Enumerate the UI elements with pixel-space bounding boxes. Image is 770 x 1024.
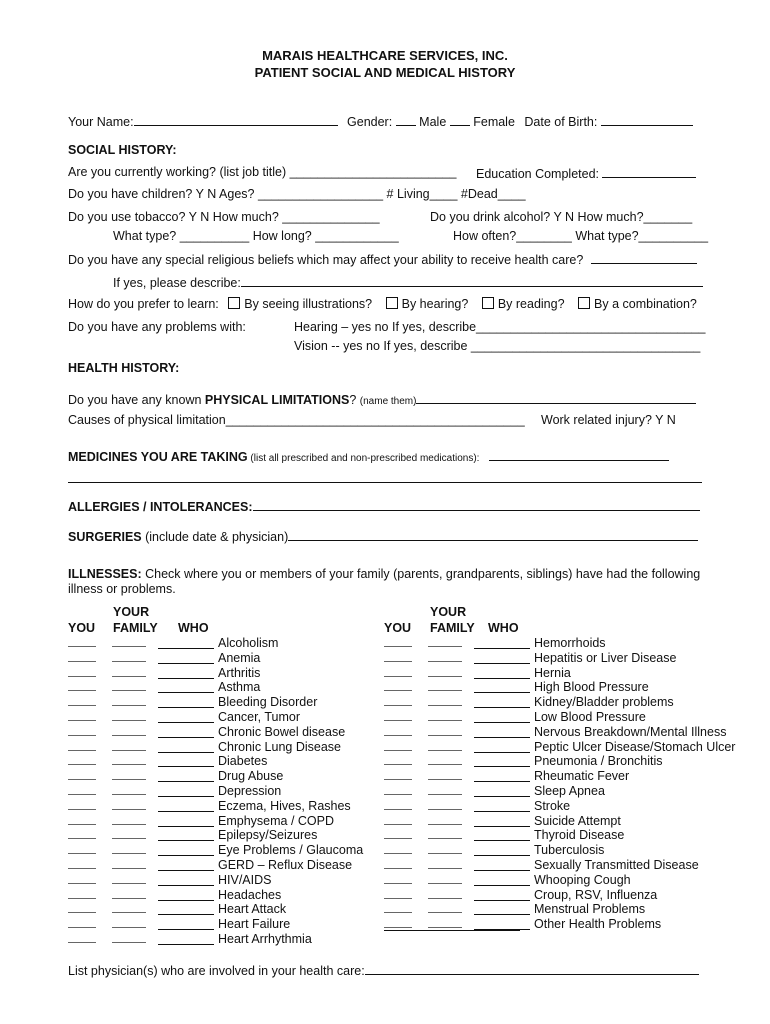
family-check-field[interactable] (428, 695, 462, 706)
illness-name: Nervous Breakdown/Mental Illness (534, 724, 727, 739)
who-field[interactable] (474, 636, 530, 649)
limitations-row (68, 391, 696, 407)
illness-name: Bleeding Disorder (218, 695, 318, 710)
causes-question[interactable]: Causes of physical limitation___________________________________________ (68, 413, 525, 427)
medicines-field[interactable] (489, 448, 669, 461)
illness-name: High Blood Pressure (534, 680, 649, 695)
medicines-row (68, 448, 669, 464)
who-field[interactable] (474, 799, 530, 812)
alcohol-question[interactable]: Do you drink alcohol? Y N How much?_______ (430, 210, 693, 224)
surgeries-label: SURGERIES (68, 530, 142, 544)
learn-label: How do you prefer to learn: (68, 297, 219, 311)
checkbox-icon[interactable] (482, 297, 494, 309)
who-field[interactable] (474, 888, 530, 901)
surgeries-hint: (include date & physician) (141, 530, 289, 544)
name-field[interactable] (134, 113, 338, 126)
you-check-field[interactable] (384, 858, 412, 869)
male-field[interactable] (396, 113, 416, 126)
illness-name: Hernia (534, 665, 571, 680)
describe-label: If yes, please describe: (113, 276, 241, 290)
religious-row (68, 251, 697, 267)
you-check-field[interactable] (384, 828, 412, 839)
describe-row (113, 274, 703, 290)
illness-name: Chronic Lung Disease (218, 739, 341, 754)
gender-label: Gender: (347, 115, 393, 129)
learn-option-combination[interactable]: By a combination? (578, 297, 697, 311)
you-check-field[interactable] (384, 754, 412, 765)
family-check-field[interactable] (428, 651, 462, 662)
illness-name: Arthritis (218, 665, 261, 680)
who-field[interactable] (474, 843, 530, 856)
who-field[interactable] (158, 888, 214, 901)
who-field[interactable] (474, 725, 530, 738)
family-check-field[interactable] (112, 651, 146, 662)
illness-name: Stroke (534, 798, 571, 813)
education-label: Education Completed: (476, 167, 599, 181)
family-check-field[interactable] (112, 754, 146, 765)
who-field[interactable] (158, 754, 214, 767)
problems-label: Do you have any problems with: (68, 320, 246, 334)
you-check-field[interactable] (68, 680, 96, 691)
family-check-field[interactable] (428, 784, 462, 795)
family-check-field[interactable] (428, 814, 462, 825)
family-check-field[interactable] (112, 769, 146, 780)
who-field[interactable] (474, 666, 530, 679)
who-field[interactable] (158, 740, 214, 753)
male-label: Male (419, 115, 447, 129)
dob-label: Date of Birth: (524, 115, 598, 129)
you-check-field[interactable] (384, 799, 412, 810)
illness-name: GERD – Reflux Disease (218, 858, 353, 872)
surgeries-field[interactable] (288, 528, 698, 541)
family-check-field[interactable] (428, 680, 462, 691)
right-col-who: WHO (488, 621, 519, 635)
right-col-you: YOU (384, 621, 412, 635)
who-field[interactable] (158, 843, 214, 856)
you-check-field[interactable] (384, 636, 412, 647)
you-check-field[interactable] (68, 799, 96, 810)
family-check-field[interactable] (428, 710, 462, 721)
family-check-field[interactable] (112, 858, 146, 869)
who-field[interactable] (474, 680, 530, 693)
limitations-small: (name them) (359, 396, 417, 407)
illness-name: Suicide Attempt (534, 813, 621, 828)
illness-name: Drug Abuse (218, 769, 284, 784)
right-col-your: YOUR (430, 605, 467, 619)
illness-name: Menstrual Problems (534, 902, 646, 917)
family-check-field[interactable] (428, 725, 462, 736)
who-field[interactable] (158, 725, 214, 738)
who-field[interactable] (474, 784, 530, 797)
alcohol-often[interactable]: How often?________ What type?__________ (453, 229, 709, 243)
education-row (476, 165, 696, 181)
family-check-field[interactable] (428, 740, 462, 751)
who-field[interactable] (158, 769, 214, 782)
illness-name: Peptic Ulcer Disease/Stomach Ulcer (534, 739, 736, 754)
left-col-family: FAMILY (113, 621, 158, 635)
checkbox-icon[interactable] (578, 297, 590, 309)
learn-option-hearing[interactable]: By hearing? (386, 297, 469, 311)
you-check-field[interactable] (68, 740, 96, 751)
who-field[interactable] (474, 754, 530, 767)
you-check-field[interactable] (384, 769, 412, 780)
you-check-field[interactable] (68, 858, 96, 869)
left-col-your: YOUR (113, 605, 150, 619)
who-field[interactable] (158, 784, 214, 797)
name-label: Your Name: (68, 115, 134, 129)
describe-field[interactable] (241, 274, 703, 287)
illness-name: Anemia (218, 650, 261, 665)
illness-name: HIV/AIDS (218, 872, 272, 887)
education-field[interactable] (602, 165, 696, 178)
allergies-label: ALLERGIES / INTOLERANCES: (68, 500, 253, 514)
you-check-field[interactable] (68, 873, 96, 884)
who-field[interactable] (158, 902, 214, 915)
who-field[interactable] (158, 636, 214, 649)
tobacco-question[interactable]: Do you use tobacco? Y N How much? ______________ (68, 210, 380, 224)
you-check-field[interactable] (68, 843, 96, 854)
illnesses-heading: ILLNESSES: (68, 567, 142, 581)
working-question[interactable]: Are you currently working? (list job title) ________________________ (68, 165, 457, 179)
illness-name: Heart Attack (218, 902, 287, 917)
you-check-field[interactable] (68, 917, 96, 928)
you-check-field[interactable] (384, 680, 412, 691)
illness-name: Heart Failure (218, 917, 291, 932)
family-check-field[interactable] (428, 754, 462, 765)
who-field[interactable] (158, 858, 214, 871)
illness-name: Cancer, Tumor (218, 710, 300, 724)
you-check-field[interactable] (68, 725, 96, 736)
identity-row (68, 113, 693, 129)
family-check-field[interactable] (112, 784, 146, 795)
family-check-field[interactable] (428, 769, 462, 780)
other-problems-field[interactable] (384, 918, 520, 931)
who-field[interactable] (474, 902, 530, 915)
limitations-bold: PHYSICAL LIMITATIONS (204, 393, 350, 407)
family-check-field[interactable] (112, 695, 146, 706)
you-check-field[interactable] (68, 888, 96, 899)
illness-name: Eczema, Hives, Rashes (218, 798, 351, 813)
children-question[interactable]: Do you have children? Y N Ages? __________________ # Living____ #Dead____ (68, 187, 526, 201)
family-check-field[interactable] (428, 843, 462, 854)
you-check-field[interactable] (68, 636, 96, 647)
illness-name: Croup, RSV, Influenza (534, 887, 658, 902)
allergies-field[interactable] (253, 498, 700, 511)
right-col-family: FAMILY (430, 621, 475, 635)
who-field[interactable] (474, 769, 530, 782)
illness-name: Eye Problems / Glaucoma (218, 843, 364, 858)
you-check-field[interactable] (384, 902, 412, 913)
who-field[interactable] (474, 858, 530, 871)
family-check-field[interactable] (428, 888, 462, 899)
left-col-who: WHO (178, 621, 209, 635)
medicines-hint: (list all prescribed and non-prescribed medications): (247, 453, 480, 464)
you-check-field[interactable] (68, 828, 96, 839)
left-col-you: YOU (68, 621, 96, 635)
illness-name: Low Blood Pressure (534, 710, 646, 724)
who-field[interactable] (474, 651, 530, 664)
illness-name: Thyroid Disease (534, 828, 625, 843)
family-check-field[interactable] (428, 858, 462, 869)
form-title: PATIENT SOCIAL AND MEDICAL HISTORY (254, 65, 516, 80)
family-check-field[interactable] (428, 636, 462, 647)
you-check-field[interactable] (68, 754, 96, 765)
checkbox-icon[interactable] (386, 297, 398, 309)
who-field[interactable] (474, 814, 530, 827)
family-check-field[interactable] (112, 932, 146, 943)
illness-name: Depression (218, 784, 282, 798)
religious-question: Do you have any special religious beliefs which may affect your ability to receive health care? (68, 253, 584, 267)
religious-field[interactable] (591, 251, 697, 264)
health-heading: HEALTH HISTORY: (68, 361, 180, 375)
you-check-field[interactable] (384, 740, 412, 751)
who-field[interactable] (158, 814, 214, 827)
illness-name: Hepatitis or Liver Disease (534, 650, 677, 665)
illness-name: Diabetes (218, 754, 268, 769)
physicians-label: List physician(s) who are involved in your health care: (68, 964, 365, 978)
work-injury-question[interactable]: Work related injury? Y N (541, 413, 676, 427)
you-check-field[interactable] (68, 902, 96, 913)
family-check-field[interactable] (112, 666, 146, 677)
family-check-field[interactable] (428, 902, 462, 913)
limitations-pre: Do you have any known (68, 393, 205, 407)
family-check-field[interactable] (112, 636, 146, 647)
family-check-field[interactable] (112, 725, 146, 736)
who-field[interactable] (158, 710, 214, 723)
you-check-field[interactable] (68, 932, 96, 943)
learn-option-illustrations[interactable]: By seeing illustrations? (228, 297, 372, 311)
family-check-field[interactable] (428, 873, 462, 884)
family-check-field[interactable] (112, 873, 146, 884)
illness-name: Chronic Bowel disease (218, 724, 346, 739)
org-name: MARAIS HEALTHCARE SERVICES, INC. (262, 48, 508, 63)
dob-field[interactable] (601, 113, 693, 126)
you-check-field[interactable] (384, 873, 412, 884)
illness-name: Rheumatic Fever (534, 769, 630, 784)
family-check-field[interactable] (112, 828, 146, 839)
you-check-field[interactable] (384, 666, 412, 677)
you-check-field[interactable] (68, 651, 96, 662)
you-check-field[interactable] (384, 695, 412, 706)
who-field[interactable] (158, 666, 214, 679)
who-field[interactable] (474, 873, 530, 886)
medicines-label: MEDICINES YOU ARE TAKING (68, 450, 248, 464)
illness-name: Whooping Cough (534, 872, 631, 887)
family-check-field[interactable] (112, 799, 146, 810)
limitations-field[interactable] (416, 391, 696, 404)
who-field[interactable] (474, 695, 530, 708)
you-check-field[interactable] (384, 725, 412, 736)
limitations-post: ? (349, 393, 360, 407)
illness-name: Other Health Problems (534, 917, 662, 932)
you-check-field[interactable] (68, 666, 96, 677)
illness-name: Emphysema / COPD (218, 813, 335, 828)
who-field[interactable] (158, 932, 214, 945)
you-check-field[interactable] (68, 695, 96, 706)
illness-name: Headaches (218, 887, 282, 902)
physicians-row (68, 962, 699, 978)
illness-name: Hemorrhoids (534, 636, 606, 650)
tobacco-type[interactable]: What type? __________ How long? ____________ (113, 229, 399, 243)
who-field[interactable] (158, 873, 214, 886)
you-check-field[interactable] (384, 888, 412, 899)
physicians-field[interactable] (365, 962, 699, 975)
who-field[interactable] (474, 828, 530, 841)
who-field[interactable] (158, 917, 214, 930)
who-field[interactable] (158, 695, 214, 708)
you-check-field[interactable] (384, 784, 412, 795)
learn-row (68, 297, 697, 311)
vision-question[interactable]: Vision -- yes no If yes, describe _________________________________ (294, 339, 701, 353)
illness-name: Heart Arrhythmia (218, 932, 312, 946)
you-check-field[interactable] (384, 710, 412, 721)
social-heading: SOCIAL HISTORY: (68, 143, 177, 157)
who-field[interactable] (474, 710, 530, 723)
hearing-question[interactable]: Hearing – yes no If yes, describe_________________________________ (294, 320, 706, 334)
learn-option-reading[interactable]: By reading? (482, 297, 565, 311)
who-field[interactable] (158, 828, 214, 841)
illness-name: Alcoholism (218, 636, 279, 650)
family-check-field[interactable] (428, 666, 462, 677)
you-check-field[interactable] (384, 843, 412, 854)
family-check-field[interactable] (112, 814, 146, 825)
surgeries-row (68, 528, 698, 544)
family-check-field[interactable] (112, 740, 146, 751)
illness-name: Pneumonia / Bronchitis (534, 754, 663, 769)
you-check-field[interactable] (68, 784, 96, 795)
illness-name: Sexually Transmitted Disease (534, 858, 699, 872)
medicines-field-2[interactable] (68, 470, 702, 483)
family-check-field[interactable] (112, 843, 146, 854)
you-check-field[interactable] (384, 814, 412, 825)
illness-name: Epilepsy/Seizures (218, 828, 318, 843)
illness-name: Tuberculosis (534, 843, 605, 858)
illnesses-intro-text: Check where you or members of your family (parents, grandparents, siblings) have had the following (141, 567, 701, 581)
allergies-row (68, 498, 700, 514)
family-check-field[interactable] (112, 680, 146, 691)
who-field[interactable] (158, 799, 214, 812)
you-check-field[interactable] (68, 710, 96, 721)
family-check-field[interactable] (112, 902, 146, 913)
female-label: Female (473, 115, 515, 129)
family-check-field[interactable] (428, 799, 462, 810)
family-check-field[interactable] (112, 917, 146, 928)
who-field[interactable] (474, 740, 530, 753)
female-field[interactable] (450, 113, 470, 126)
family-check-field[interactable] (112, 888, 146, 899)
illness-name: Sleep Apnea (534, 784, 605, 798)
checkbox-icon[interactable] (228, 297, 240, 309)
family-check-field[interactable] (112, 710, 146, 721)
who-field[interactable] (158, 651, 214, 664)
illnesses-intro-2: illness or problems. (68, 582, 176, 596)
family-check-field[interactable] (428, 828, 462, 839)
illness-name: Asthma (218, 680, 261, 695)
you-check-field[interactable] (384, 651, 412, 662)
who-field[interactable] (158, 680, 214, 693)
you-check-field[interactable] (68, 769, 96, 780)
illness-name: Kidney/Bladder problems (534, 695, 674, 710)
illnesses-intro (68, 567, 700, 581)
you-check-field[interactable] (68, 814, 96, 825)
